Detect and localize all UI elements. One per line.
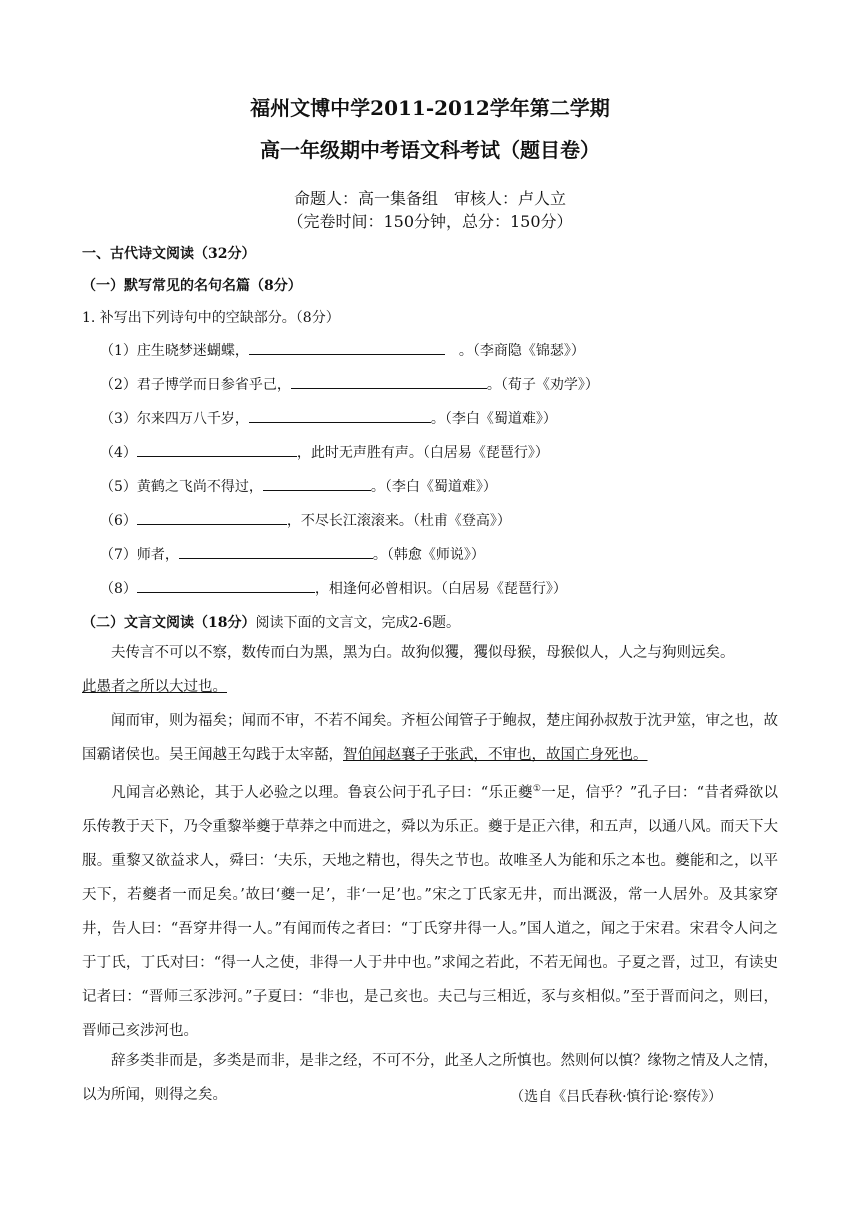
passage-source: （选自《吕氏春秋·慎行论·察传》）: [510, 1089, 722, 1105]
fill-item-prefix: （3）尔来四万八千岁，: [100, 411, 249, 427]
fill-item-7: [100, 544, 485, 564]
exam-title-line1: 福州文博中学2011-2012学年第二学期: [250, 96, 610, 120]
passage-text: 凡闻言必熟论，其于人必验之以理。鲁哀公问于孔子曰：“乐正夔: [111, 784, 533, 801]
underlined-sentence: 智伯闻赵襄子于张武，不审也，故国亡身死也。: [343, 747, 648, 763]
fill-item-8: [100, 578, 567, 598]
underlined-sentence: 此愚者之所以大过也。: [82, 679, 227, 695]
fill-item-suffix: 。（李白《蜀道难》）: [370, 479, 497, 495]
fill-item-6: [100, 510, 511, 530]
fill-item-3: [100, 408, 557, 428]
answer-blank[interactable]: [137, 578, 315, 593]
fill-item-prefix: （5）黄鹤之飞尚不得过，: [100, 479, 263, 495]
fill-item-5: [100, 476, 497, 496]
answer-blank[interactable]: [137, 442, 297, 457]
passage-text: 一足，信乎？”孔子曰：“昔者舜欲以乐传教于天下，乃令重黎举夔于草莽之中而进之，舜以为乐正。夔于是正六律，和五声，以通八风。而天下大服。重黎又欲益求人，舜曰：‘夫乐，天地之精也，得失之节也。故唯圣人为能和乐之本也。夔能和之，以平天下，若夔者一而足矣。’故曰‘夔一足’，非‘一足’也。”宋之丁氏家无井，而出溉汲，常一人居外。及其家穿井，告人曰：“吾穿井得一人。”有闻而传之者曰：“丁氏穿井得一人。”国人道之，闻之于宋君。宋君令人问之于丁氏，丁氏对曰：“得一人之使，非得一人于井中也。”求闻之若此，不若无闻也。子夏之晋，过卫，有读史记者曰：“晋师三豕涉河。”子夏曰：“非也，是己亥也。夫己与三相近，豕与亥相似。”至于晋而问之，则曰，晋师己亥涉河也。: [82, 784, 778, 1039]
fill-item-2: [100, 374, 599, 394]
exam-authors: 命题人：高一集备组 审核人：卢人立: [293, 189, 566, 208]
sub2-instruction: 阅读下面的文言文，完成2-6题。: [255, 615, 461, 631]
answer-blank[interactable]: [249, 408, 431, 423]
fill-item-prefix: （6）: [100, 513, 137, 529]
passage-text: 闻而审，则为福矣；闻而不审，不若不闻矣。齐桓公闻管子于鲍叔，楚庄闻孙叔敖于沈尹筮，审之也，故国霸诸侯也。吴王闻越王勾践于太宰嚭，: [82, 713, 778, 763]
fill-item-prefix: （1）庄生晓梦迷蝴蝶，: [100, 343, 249, 359]
passage-paragraph-3: [82, 772, 778, 1048]
fill-item-1: [100, 340, 585, 360]
fill-item-prefix: （4）: [100, 445, 137, 461]
sub2-heading: （二）文言文阅读（18分）: [82, 615, 256, 631]
fill-item-prefix: （8）: [100, 581, 137, 597]
fill-item-suffix: 。（李白《蜀道难》）: [430, 411, 557, 427]
answer-blank[interactable]: [291, 374, 487, 389]
passage-text: 夫传言不可以不察，数传而白为黑，黑为白。故狗似玃，玃似母猴，母猴似人，人之与狗则远矣。: [111, 645, 735, 661]
passage-text: 辞多类非而是，多类是而非，是非之经，不可不分，此圣人之所慎也。然则何以慎？缘物之情及人之情，以为所闻，则得之矣。: [82, 1053, 778, 1103]
passage-paragraph-1: [82, 636, 778, 704]
answer-blank[interactable]: [249, 340, 445, 355]
fill-item-suffix: ，不尽长江滚滚来。（杜甫《登高》）: [286, 513, 511, 529]
sub1-heading: （一）默写常见的名句名篇（8分）: [82, 278, 302, 294]
answer-blank[interactable]: [263, 476, 371, 491]
answer-blank[interactable]: [179, 544, 373, 559]
question-1: 1. 补写出下列诗句中的空缺部分。（8分）: [82, 310, 340, 326]
fill-item-suffix: ，此时无声胜有声。（白居易《琵琶行》）: [296, 445, 549, 461]
fill-item-suffix: 。（李商隐《锦瑟》）: [444, 343, 585, 359]
sub2-heading-line: [82, 612, 460, 632]
section1-heading: 一、古代诗文阅读（32分）: [82, 246, 256, 262]
fill-item-4: [100, 442, 549, 462]
fill-item-prefix: （2）君子博学而日参省乎己，: [100, 377, 291, 393]
fill-item-suffix: 。（韩愈《师说》）: [372, 547, 485, 563]
exam-title-line2: 高一年级期中考语文科考试（题目卷）: [260, 138, 600, 162]
answer-blank[interactable]: [137, 510, 287, 525]
fill-item-suffix: ，相逢何必曾相识。（白居易《琵琶行》）: [314, 581, 567, 597]
fill-item-suffix: 。（荀子《劝学》）: [486, 377, 599, 393]
passage-paragraph-2: [82, 704, 778, 772]
footnote-marker: ①: [532, 784, 542, 794]
fill-item-prefix: （7）师者，: [100, 547, 179, 563]
exam-time-info: （完卷时间：150分钟，总分：150分）: [287, 212, 573, 231]
